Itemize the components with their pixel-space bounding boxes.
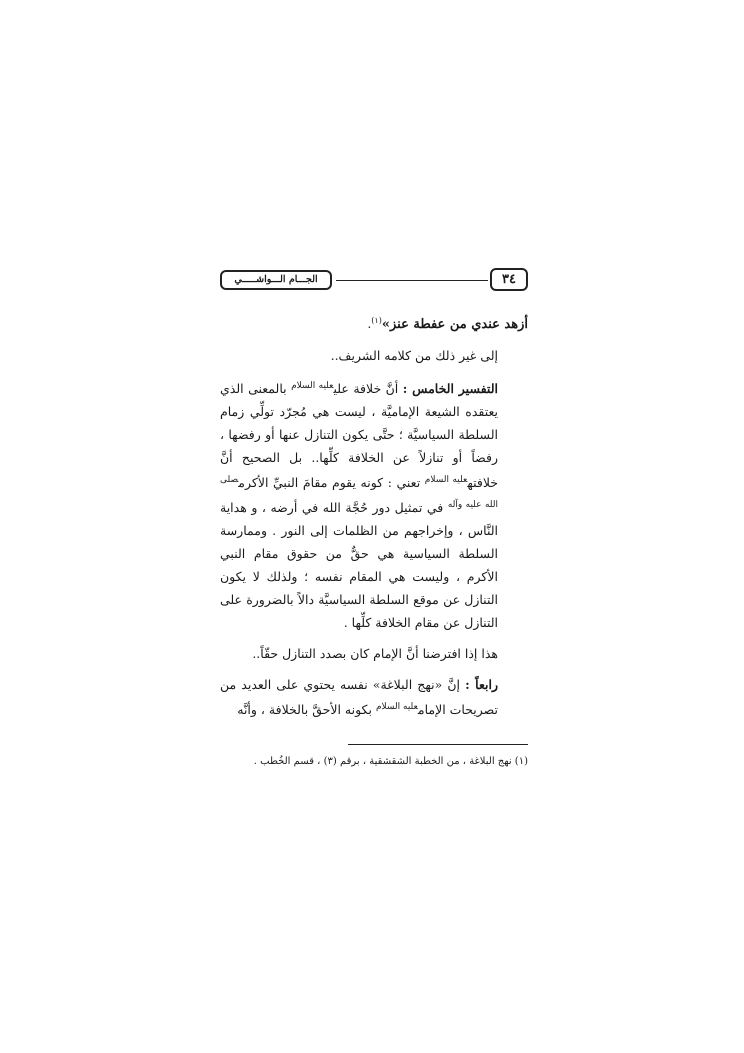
- paragraph-fourth-point: [220, 673, 528, 721]
- running-title: الجـــام الـــواشـــــي: [220, 270, 332, 290]
- honorific-glyph: صلى الله عليه وآله: [220, 475, 499, 511]
- fifth-text-4: في تمثيل دور حُجَّة الله في أرضه ، و هداية النَّاس ، وإخراجهم من الظلمات إلى النور . وممارسة السلطة السياسية هي حقٌّ من حقوق مقام النبي الأكرم ، وليست هي المقام نفسه ؛ ولذلك لا يكون التنازل عن موقع السلطة السياسيَّة دالاً بالضرورة على التنازل عن مقام الخلافة كلِّها .: [220, 500, 498, 631]
- footnote-reference[interactable]: (١): [371, 315, 382, 325]
- paragraph-assumption: هذا إذا افترضنا أنَّ الإمام كان بصدد التنازل حقّاً..: [252, 646, 498, 662]
- fourth-point-label: رابعاً :: [465, 677, 498, 693]
- honorific-glyph: عليه السلام: [375, 702, 418, 713]
- quote-end-text: أزهد عندي من عفطة عنز»: [381, 317, 528, 332]
- fifth-text-1: أنَّ خلافة علي: [333, 381, 399, 397]
- page-header: [220, 268, 528, 290]
- honorific-glyph: عليه السلام: [424, 475, 468, 486]
- paragraph-other-sayings: إلى غير ذلك من كلامه الشريف..: [330, 348, 498, 363]
- honorific-glyph: عليه السلام: [291, 381, 334, 391]
- fourth-text-1: إنَّ «نهج البلاغة» نفسه يحتوي على العديد من تصريحات الإمام: [220, 677, 498, 718]
- paragraph-fifth-interpretation: [220, 375, 528, 634]
- header-rule: [336, 280, 488, 281]
- footnote-separator: [348, 744, 528, 745]
- fifth-interpretation-label: التفسير الخامس :: [402, 381, 498, 397]
- quote-tail: .: [367, 316, 372, 331]
- footnote: (١) نهج البلاغة ، من الخطبة الشقشقية ، برقم (٣) ، قسم الخُطب .: [253, 755, 528, 767]
- fifth-text-3: تعني : كونه يقوم مقامَ النبيِّ الأكرم: [238, 475, 421, 491]
- book-page: [220, 268, 528, 771]
- fifth-text-2: بالمعنى الذي يعتقده الشيعة الإماميَّة ، ليست هي مُجرّد تولِّي زمام السلطة السياسيَّة ؛ حتَّى يكون التنازل عنها أو رفضها ، رفضاً أو تنازلاً عن الخلافة كلِّها.. بل الصحيح أنَّ خلافته: [220, 381, 499, 491]
- page-number: ٣٤: [490, 268, 528, 291]
- fourth-text-2: بكونه الأحقَّ بالخلافة ، وأنَّه: [237, 702, 372, 718]
- quote-end-paragraph: [220, 312, 528, 336]
